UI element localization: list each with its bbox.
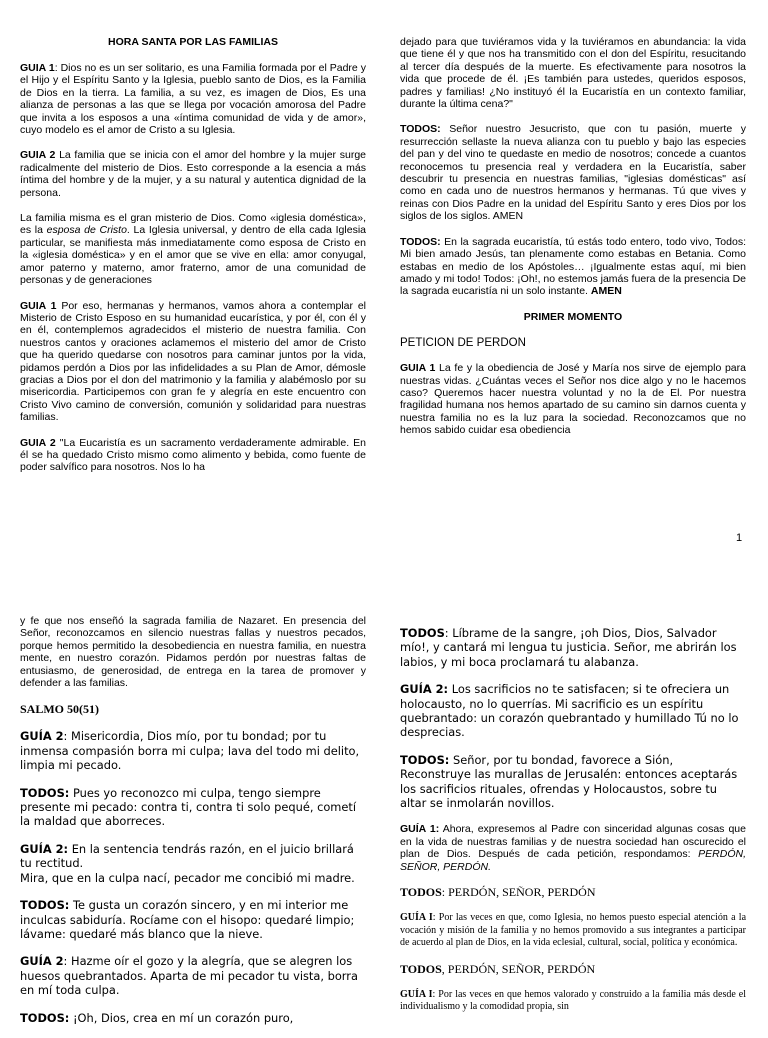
speaker-label: GUÍA 2: [20, 954, 64, 969]
paragraph: [400, 912, 746, 950]
paragraph-text: Señor nuestro Jesucristo, que con tu pasión, muerte y resurrección sellaste la nueva alianza con tu pueblo y bajo las especies del pan y del vino te quedaste en medio de nosotros; concede a cuantos reconocemos tu presencia real y verdadera en la Eucaristía, saber descubrir tu presencia en nuestras familias, "iglesias domésticas" así como en cada uno de nuestros hermanos y hermanas. Tú que vives y reinas con Dios Padre en la unidad del Espíritu Santo y eres Dios por los siglos de los siglos. AMEN: [400, 123, 746, 223]
paragraph-text: Pues yo reconozco mi culpa, tengo siempre presente mi pecado: contra ti, contra ti solo pequé, cometí la maldad que aborreces.: [20, 785, 357, 829]
section-heading: PRIMER MOMENTO: [523, 310, 623, 323]
paragraph-text: Por eso, hermanas y hermanos, vamos ahora a contemplar el Misterio de Cristo Esposo en su humanidad eucarística, y por él, con él y en él, contemplemos agradecidos el misterio de nuestra familia. Con nuestros cantos y oraciones aclamemos el misterio del amor de Cristo que ha querido quedarse con nosotros para caminar juntos por la vida, pidamos perdón a Dios por las infidelidades a su Plan de Amor, démosle gracias a Dios por el don del matrimonio y la familia y alabémoslo por su misericordia. Participemos con gran fe y alegría en este encuentro con Cristo Vivo camino de conversión, comunión y solidaridad para nuestras familias.: [20, 299, 366, 424]
paragraph-text: En la sentencia tendrás razón, en el juicio brillará tu rectitud.: [20, 841, 354, 871]
paragraph-text: En la sagrada eucaristía, tú estás todo entero, todo vivo, Todos: Mi bien amado Jesús, tan plenamente como estabas en Betania. Como estabas en medio de los Apóstoles… ¡Igualmente estas aquí, mi bien amado y mi todo! Todos: ¡Oh!, no estemos jamás fuera de la presencia De la sagrada eucaristía ni un solo instante.: [400, 235, 746, 298]
paragraph-text: ¡Oh, Dios, crea en mí un corazón puro,: [69, 1010, 294, 1025]
speaker-label: GUÍA 2: [20, 729, 64, 744]
speaker-label: GUIA 1: [400, 362, 436, 375]
speaker-label: TODOS:: [400, 235, 441, 248]
paragraph-text: : Líbrame de la sangre, ¡oh Dios, Dios, Salvador mío!, y cantará mi lengua tu justicia. Señor, me abrirán los labios, y mi boca proclamará tu alabanza.: [400, 626, 737, 669]
psalm-heading: SALMO 50(51): [20, 702, 99, 717]
paragraph: [20, 898, 366, 941]
section-subheading: PETICION DE PERDON: [400, 336, 526, 349]
paragraph-text: La familia que se inicia con el amor del hombre y la mujer surge radicalmente del misterio de Dios. Esto corresponde a la esencia a más íntima del hombre y de la mujer, y a su natural y autentica dignidad de la persona.: [20, 149, 366, 199]
speaker-label: GUIA 1: [20, 62, 55, 74]
paragraph-text: : Por las veces en que hemos valorado y construido a la familia más desde el individualismo y la comodidad propia, sin: [400, 988, 747, 1013]
speaker-label: GUIA 1: [20, 299, 57, 312]
paragraph: [400, 362, 746, 436]
paragraph: [20, 149, 366, 199]
paragraph: [400, 886, 746, 899]
emphasis-text: PERDÓN, SEÑOR, PERDÓN.: [400, 848, 746, 873]
paragraph-text: "La Eucaristía es un sacramento verdaderamente admirable. En él se ha quedado Cristo mismo como alimento y bebida, como fuente de poder salvífico para nosotros. Nos lo ha: [20, 436, 366, 474]
speaker-label: TODOS:: [20, 785, 70, 800]
paragraph: [400, 626, 746, 669]
page-1-left-column: [20, 36, 366, 487]
speaker-label: TODOS:: [20, 898, 70, 913]
paragraph-text: La familia misma es el gran misterio de Dios. Como «iglesia doméstica», es la: [20, 212, 366, 237]
paragraph-text: , PERDÓN, SEÑOR, PERDÓN: [441, 961, 596, 976]
paragraph: [20, 1011, 366, 1025]
page-gap: [0, 560, 768, 600]
paragraph: y fe que nos enseñó la sagrada familia de Nazaret. En presencia del Señor, reconozcamos en silencio nuestras fallas y nuestros pecados, porque hemos permitido la desobediencia en nuestra familia, en nuestra mente, en nuestro corazón. Pidamos perdón por nuestras faltas de entusiasmo, de generosidad, de entrega en la tarea de promover y defender a las familias.: [20, 615, 366, 690]
page-2: [0, 600, 768, 1024]
paragraph-text: Ahora, expresemos al Padre con sinceridad algunas cosas que en la vida de nuestras familias y de nuestra sociedad han oscurecido el plan de Dios. Después de cada petición, respondamos:: [400, 823, 746, 861]
paragraph-text: Mira, que en la culpa nací, pecador me concibió mi madre.: [20, 870, 355, 885]
paragraph-text: : PERDÓN, SEÑOR, PERDÓN: [441, 885, 596, 900]
paragraph: [20, 729, 366, 772]
paragraph-text: La fe y la obediencia de José y María nos sirve de ejemplo para nuestras vidas. ¿Cuántas veces el Señor nos dice algo y no le hacemos caso? Queremos hacer nuestra voluntad y no la de El. Por nuestra fragilidad humana nos hemos apartado de su camino sin darnos cuenta y nuestra familia no es la luz para la sociedad. Reconozcamos que no hemos sabido cuidar esa obediencia: [400, 362, 746, 437]
paragraph-text: Señor, por tu bondad, favorece a Sión, Reconstruye las murallas de Jerusalén: entonces aceptarás los sacrificios rituales, ofrendas y Holocaustos, sobre tu altar se inmolarán novillos.: [400, 752, 738, 811]
paragraph: [400, 753, 746, 811]
speaker-label: TODOS: [400, 961, 442, 976]
speaker-label: GUÍA I: [400, 912, 433, 924]
amen-label: AMEN: [590, 285, 622, 298]
speaker-label: TODOS: [400, 885, 442, 900]
speaker-label: TODOS: [400, 626, 445, 640]
speaker-label: TODOS:: [400, 123, 441, 136]
speaker-label: TODOS:: [400, 752, 450, 767]
paragraph: [400, 823, 746, 873]
paragraph-text: : Por las veces en que, como Iglesia, no hemos puesto especial atención a la vocación y misión de la familia y no hemos promovido a sus integrantes a participar de acuerdo al plan de Dios, en la vida eclesial, cultural, social, política y económica.: [400, 912, 747, 949]
paragraph: dejado para que tuviéramos vida y la tuviéramos en abundancia: la vida que tiene él y que nos ha transmitido con el don del Espíritu, resucitando al tercer día después de la muerte. Es efectivamente para nosotros la vida que procede de él. ¡Es también para ustedes, queridos esposos, padres y familias! ¿No instituyó él la Eucaristía en un contexto familiar, durante la última cena?": [400, 36, 746, 111]
paragraph-text: . La Iglesia universal, y dentro de ella cada Iglesia particular, se manifiesta más inmediatamente como esposa de Cristo en la «iglesia doméstica» y en el amor que se vive en ella: amor conyugal, amor paterno y materno, amor fraterno, amor de una comunidad de personas y de generaciones: [20, 224, 366, 287]
speaker-label: GUÍA I: [400, 988, 433, 1000]
paragraph: [20, 842, 366, 885]
paragraph-text: : Misericordia, Dios mío, por tu bondad; por tu inmensa compasión borra mi culpa; lava del todo mi delito, limpia mi pecado.: [20, 729, 360, 773]
paragraph-text: : Hazme oír el gozo y la alegría, que se alegren los huesos quebrantados. Aparta de mi pecador tu vista, borra en mí toda culpa.: [20, 954, 358, 998]
speaker-label: GUIA 2: [20, 149, 56, 162]
paragraph-text: Los sacrificios no te satisfacen; si te ofreciera un holocausto, no lo querrías. Mi sacrificio es un espíritu quebrantado: un corazón quebrantado y humillado Tú no lo desprecias.: [400, 682, 739, 740]
speaker-label: GUÍA 1:: [400, 823, 440, 836]
page-number: 1: [736, 532, 743, 544]
paragraph: [20, 212, 366, 286]
document-title: HORA SANTA POR LAS FAMILIAS: [108, 36, 278, 48]
paragraph: [400, 236, 746, 298]
speaker-label: GUÍA 2:: [400, 682, 449, 697]
speaker-label: GUÍA 2:: [20, 841, 69, 856]
page-1-right-column: [400, 36, 746, 450]
paragraph: [400, 123, 746, 222]
paragraph-text: : Dios no es un ser solitario, es una Familia formada por el Padre y el Hijo y el Espíritu Santo y la Iglesia, pueblo santo de Dios, es la Familia de Dios en la tierra. La familia, a su vez, es imagen de Dios, Es una alianza de personas a las que se llega por vocación amorosa del Padre que invita a los esposos a una «íntima comunidad de vida y de amor», cuyo modelo es el amor de Cristo a su Iglesia.: [20, 62, 366, 137]
paragraph: [20, 300, 366, 424]
paragraph: [400, 682, 746, 740]
paragraph: [20, 62, 366, 136]
paragraph-text: Te gusta un corazón sincero, y en mi interior me inculcas sabiduría. Rocíame con el hisopo: quedaré limpio; lávame: quedaré más blanco que la nieve.: [20, 898, 355, 941]
emphasis-text: esposa de Cristo: [46, 224, 127, 237]
paragraph: [400, 963, 746, 976]
paragraph: [20, 437, 366, 474]
paragraph: [20, 954, 366, 997]
paragraph: [20, 786, 366, 829]
paragraph: [400, 989, 746, 1014]
speaker-label: TODOS:: [20, 1010, 70, 1025]
speaker-label: GUIA 2: [20, 436, 56, 449]
page-2-right-column: [400, 626, 746, 1027]
page-2-left-column: [20, 615, 366, 1038]
